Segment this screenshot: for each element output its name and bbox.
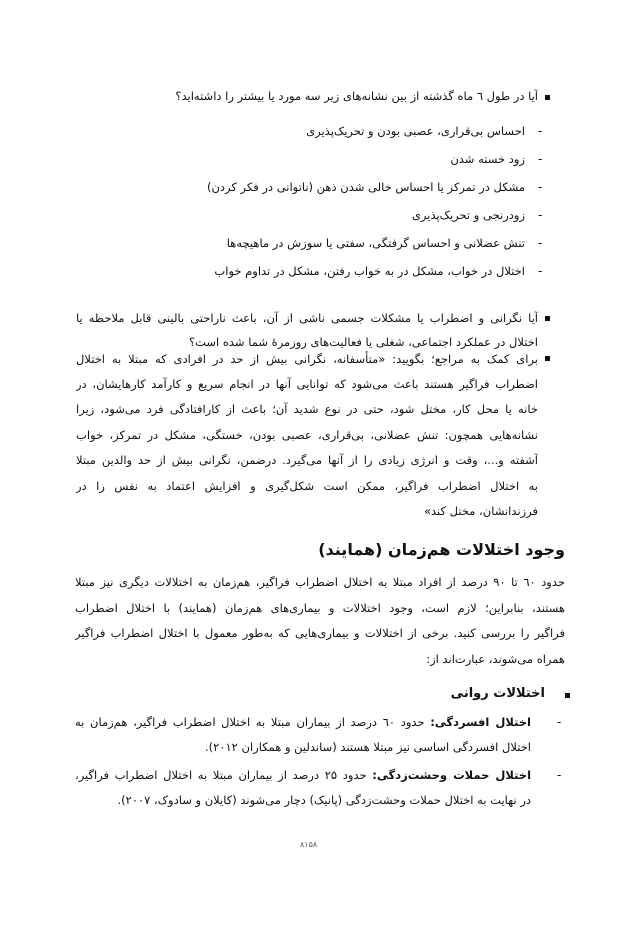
comorbidity-item-line: در نهایت به اختلال حملات وحشت‌زدگی (پانیک) دچار می‌شوند (کایلان و سادوک، ۲۰۰۷). xyxy=(117,793,531,807)
subsection-heading: اختلالات روانی xyxy=(450,686,545,701)
question-impairment-line: آیا نگرانی و اضطراب یا مشکلات جسمی ناشی از آن، باعث ناراحتی بالینی قابل ملاحظه یا xyxy=(76,311,538,325)
question-symptoms: آیا در طول ٦ ماه گذشته از بین نشانه‌های زیر سه مورد یا بیشتر را داشته‌اید؟ xyxy=(175,89,538,103)
advice-line: اضطراب فراگیر هستند باعث می‌شود که توانایی آنها در انجام سریع و کارآمد کارهایشان، در xyxy=(76,377,538,391)
paragraph-line: همراه می‌شوند، عبارت‌اند از: xyxy=(426,652,565,666)
paragraph-line: فراگیر را بررسی کنید. برخی از اختلالات و بیماری‌هایی که به‌طور معمول با اختلال اضطراب فراگیر xyxy=(75,626,565,640)
item-term: اختلال افسردگی: xyxy=(430,715,531,729)
symptom-item: اختلال در خواب، مشکل در به خواب رفتن، مشکل در تداوم خواب xyxy=(214,264,525,278)
advice-line: خانه یا محل کار، مختل شود، حتی در نوع شدید آن؛ باعث از کارافتادگی فرد می‌شود، زیرا xyxy=(76,402,538,416)
paragraph-line: هستند، بنابراین؛ لازم است، وجود اختلالات و بیماری‌های هم‌زمان (همایند) با اختلال اضطراب xyxy=(75,601,565,615)
advice-line: به اختلال اضطراب فراگیر، ممکن است شکل‌گیری و افزایش اعتماد به نفس را در xyxy=(76,479,538,493)
dash: - xyxy=(557,715,562,729)
item-text: حدود ٦۰ درصد از بیماران مبتلا به اختلال اضطراب فراگیر، هم‌زمان به xyxy=(75,715,425,729)
item-term: اختلال حملات وحشت‌زدگی: xyxy=(372,768,531,782)
dash: - xyxy=(538,208,543,222)
comorbidity-item xyxy=(75,766,531,784)
comorbidity-item xyxy=(75,713,531,731)
symptom-item: تنش عضلانی و احساس گرفتگی، سفتی یا سوزش در ماهیچه‌ها xyxy=(226,236,525,250)
dash: - xyxy=(538,152,543,166)
symptom-item: زود خسته شدن xyxy=(450,152,525,166)
symptom-item: احساس بی‌قراری، عصبی بودن و تحریک‌پذیری xyxy=(306,124,525,138)
question-impairment-line: اختلال در عملکرد اجتماعی، شغلی یا فعالیت‌های روزمرهٔ شما شده است؟ xyxy=(188,335,538,349)
bullet xyxy=(565,693,570,698)
dash: - xyxy=(557,768,562,782)
symptom-item: مشکل در تمرکز یا احساس خالی شدن ذهن (ناتوانی در فکر کردن) xyxy=(206,180,525,194)
advice-line: نشانه‌هایی همچون: تنش عضلانی، بی‌قراری، عصبی بودن، خستگی، مشکل در تمرکز، خواب xyxy=(76,428,538,442)
advice-line: آشفته و...، وقت و انرژی زیادی را از آنها می‌گیرد. درضمن، نگرانی بیش از حد والدین مبتلا xyxy=(76,453,538,467)
page-number: ۸۱۵۸ xyxy=(300,840,318,849)
dash: - xyxy=(538,264,543,278)
symptom-item: زودرنجی و تحریک‌پذیری xyxy=(411,208,525,222)
bullet xyxy=(545,316,550,321)
dash: - xyxy=(538,236,543,250)
section-heading: وجود اختلالات هم‌زمان (همایند) xyxy=(318,540,565,559)
item-text: حدود ۲۵ درصد از بیماران مبتلا به اختلال اضطراب فراگیر، xyxy=(75,768,367,782)
advice-line: فرزندانشان، مختل کند» xyxy=(423,504,538,518)
advice-line: برای کمک به مراجع؛ بگویید: «متأسفانه، نگرانی بیش از حد در افرادی که مبتلا به اختلال xyxy=(76,352,538,366)
paragraph-line: حدود ٦۰ تا ۹۰ درصد از افراد مبتلا به اختلال اضطراب فراگیر، هم‌زمان به اختلالات دیگری نیز مبتلا xyxy=(75,575,565,589)
bullet xyxy=(545,356,550,361)
dash: - xyxy=(538,124,543,138)
comorbidity-item-line: اختلال افسردگی اساسی نیز مبتلا هستند (ساندلین و همکاران ۲۰۱۲). xyxy=(205,740,531,754)
dash: - xyxy=(538,180,543,194)
bullet xyxy=(545,95,550,100)
